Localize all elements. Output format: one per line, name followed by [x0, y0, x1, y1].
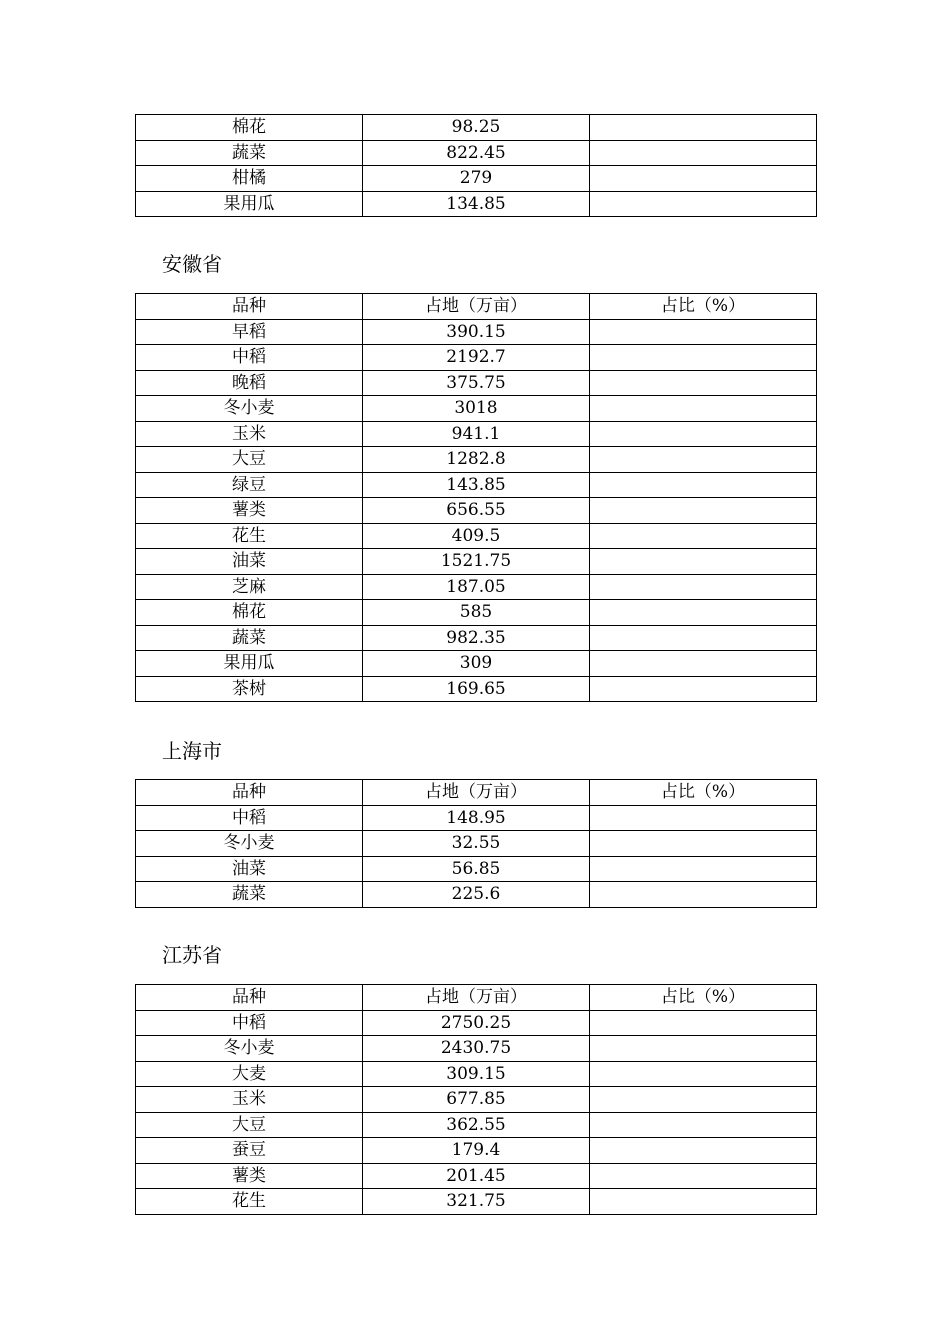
crop-cell: 茶树 — [136, 676, 363, 702]
pct-cell — [590, 1163, 817, 1189]
anhui-table — [135, 293, 817, 702]
crop-cell: 晚稻 — [136, 370, 363, 396]
area-cell: 822.45 — [363, 140, 590, 166]
area-cell: 201.45 — [363, 1163, 590, 1189]
jiangsu-table-wrap — [135, 984, 817, 1215]
table-continued — [135, 114, 817, 217]
crop-cell: 蔬菜 — [136, 625, 363, 651]
area-cell: 179.4 — [363, 1138, 590, 1164]
table-row — [136, 805, 817, 831]
jiangsu-table — [135, 984, 817, 1215]
pct-cell — [590, 140, 817, 166]
section-title-jiangsu: 江苏省 — [162, 943, 222, 967]
crop-table-fragment — [135, 114, 817, 217]
crop-cell: 花生 — [136, 1189, 363, 1215]
area-cell: 3018 — [363, 396, 590, 422]
header-crop: 品种 — [136, 780, 363, 806]
pct-cell — [590, 345, 817, 371]
table-row — [136, 319, 817, 345]
table-row — [136, 549, 817, 575]
area-cell: 169.65 — [363, 676, 590, 702]
table-row — [136, 651, 817, 677]
table-header-row — [136, 985, 817, 1011]
pct-cell — [590, 191, 817, 217]
shanghai-table-wrap — [135, 779, 817, 908]
area-cell: 309.15 — [363, 1061, 590, 1087]
crop-cell: 冬小麦 — [136, 1036, 363, 1062]
pct-cell — [590, 1189, 817, 1215]
crop-cell: 薯类 — [136, 1163, 363, 1189]
crop-cell: 玉米 — [136, 1087, 363, 1113]
crop-cell: 油菜 — [136, 549, 363, 575]
pct-cell — [590, 600, 817, 626]
header-crop: 品种 — [136, 294, 363, 320]
pct-cell — [590, 1087, 817, 1113]
table-row — [136, 1163, 817, 1189]
area-cell: 134.85 — [363, 191, 590, 217]
table-row — [136, 115, 817, 141]
table-row — [136, 498, 817, 524]
table-header-row — [136, 294, 817, 320]
table-row — [136, 1087, 817, 1113]
pct-cell — [590, 1138, 817, 1164]
area-cell: 1521.75 — [363, 549, 590, 575]
table-row — [136, 396, 817, 422]
header-area: 占地（万亩） — [363, 780, 590, 806]
pct-cell — [590, 805, 817, 831]
table-row — [136, 676, 817, 702]
area-cell: 2750.25 — [363, 1010, 590, 1036]
crop-cell: 棉花 — [136, 600, 363, 626]
area-cell: 187.05 — [363, 574, 590, 600]
pct-cell — [590, 882, 817, 908]
table-row — [136, 625, 817, 651]
area-cell: 656.55 — [363, 498, 590, 524]
area-cell: 56.85 — [363, 856, 590, 882]
pct-cell — [590, 1061, 817, 1087]
anhui-table-wrap — [135, 293, 817, 702]
table-row — [136, 1138, 817, 1164]
pct-cell — [590, 1036, 817, 1062]
area-cell: 98.25 — [363, 115, 590, 141]
table-row — [136, 140, 817, 166]
crop-cell: 薯类 — [136, 498, 363, 524]
crop-cell: 果用瓜 — [136, 651, 363, 677]
section-title-anhui: 安徽省 — [162, 252, 222, 276]
pct-cell — [590, 1010, 817, 1036]
area-cell: 225.6 — [363, 882, 590, 908]
crop-cell: 芝麻 — [136, 574, 363, 600]
crop-cell: 果用瓜 — [136, 191, 363, 217]
area-cell: 279 — [363, 166, 590, 192]
table-row — [136, 472, 817, 498]
shanghai-table — [135, 779, 817, 908]
table-header-row — [136, 780, 817, 806]
table-row — [136, 421, 817, 447]
area-cell: 941.1 — [363, 421, 590, 447]
section-title-shanghai: 上海市 — [162, 739, 222, 763]
crop-cell: 早稻 — [136, 319, 363, 345]
area-cell: 1282.8 — [363, 447, 590, 473]
crop-cell: 大麦 — [136, 1061, 363, 1087]
crop-cell: 玉米 — [136, 421, 363, 447]
table-row — [136, 447, 817, 473]
crop-cell: 蔬菜 — [136, 140, 363, 166]
table-row — [136, 1061, 817, 1087]
pct-cell — [590, 523, 817, 549]
crop-cell: 大豆 — [136, 447, 363, 473]
crop-cell: 棉花 — [136, 115, 363, 141]
area-cell: 677.85 — [363, 1087, 590, 1113]
table-row — [136, 856, 817, 882]
pct-cell — [590, 1112, 817, 1138]
crop-cell: 中稻 — [136, 805, 363, 831]
table-row — [136, 600, 817, 626]
table-row — [136, 574, 817, 600]
table-row — [136, 1189, 817, 1215]
area-cell: 585 — [363, 600, 590, 626]
pct-cell — [590, 421, 817, 447]
area-cell: 390.15 — [363, 319, 590, 345]
pct-cell — [590, 498, 817, 524]
header-area: 占地（万亩） — [363, 985, 590, 1011]
pct-cell — [590, 574, 817, 600]
table-row — [136, 166, 817, 192]
crop-cell: 柑橘 — [136, 166, 363, 192]
area-cell: 148.95 — [363, 805, 590, 831]
area-cell: 2430.75 — [363, 1036, 590, 1062]
table-row — [136, 523, 817, 549]
area-cell: 321.75 — [363, 1189, 590, 1215]
pct-cell — [590, 651, 817, 677]
table-row — [136, 370, 817, 396]
header-pct: 占比（%） — [590, 780, 817, 806]
crop-cell: 蚕豆 — [136, 1138, 363, 1164]
header-crop: 品种 — [136, 985, 363, 1011]
header-pct: 占比（%） — [590, 985, 817, 1011]
table-row — [136, 882, 817, 908]
crop-cell: 中稻 — [136, 345, 363, 371]
crop-cell: 冬小麦 — [136, 831, 363, 857]
pct-cell — [590, 831, 817, 857]
area-cell: 143.85 — [363, 472, 590, 498]
crop-cell: 中稻 — [136, 1010, 363, 1036]
header-area: 占地（万亩） — [363, 294, 590, 320]
table-row — [136, 831, 817, 857]
pct-cell — [590, 370, 817, 396]
pct-cell — [590, 625, 817, 651]
table-row — [136, 1010, 817, 1036]
pct-cell — [590, 472, 817, 498]
crop-cell: 冬小麦 — [136, 396, 363, 422]
table-row — [136, 1112, 817, 1138]
area-cell: 362.55 — [363, 1112, 590, 1138]
area-cell: 32.55 — [363, 831, 590, 857]
area-cell: 2192.7 — [363, 345, 590, 371]
pct-cell — [590, 856, 817, 882]
area-cell: 309 — [363, 651, 590, 677]
crop-cell: 蔬菜 — [136, 882, 363, 908]
pct-cell — [590, 447, 817, 473]
crop-cell: 油菜 — [136, 856, 363, 882]
area-cell: 375.75 — [363, 370, 590, 396]
header-pct: 占比（%） — [590, 294, 817, 320]
pct-cell — [590, 396, 817, 422]
crop-cell: 大豆 — [136, 1112, 363, 1138]
table-row — [136, 191, 817, 217]
area-cell: 409.5 — [363, 523, 590, 549]
crop-cell: 花生 — [136, 523, 363, 549]
pct-cell — [590, 115, 817, 141]
pct-cell — [590, 319, 817, 345]
pct-cell — [590, 166, 817, 192]
pct-cell — [590, 549, 817, 575]
pct-cell — [590, 676, 817, 702]
table-row — [136, 345, 817, 371]
area-cell: 982.35 — [363, 625, 590, 651]
table-row — [136, 1036, 817, 1062]
crop-cell: 绿豆 — [136, 472, 363, 498]
